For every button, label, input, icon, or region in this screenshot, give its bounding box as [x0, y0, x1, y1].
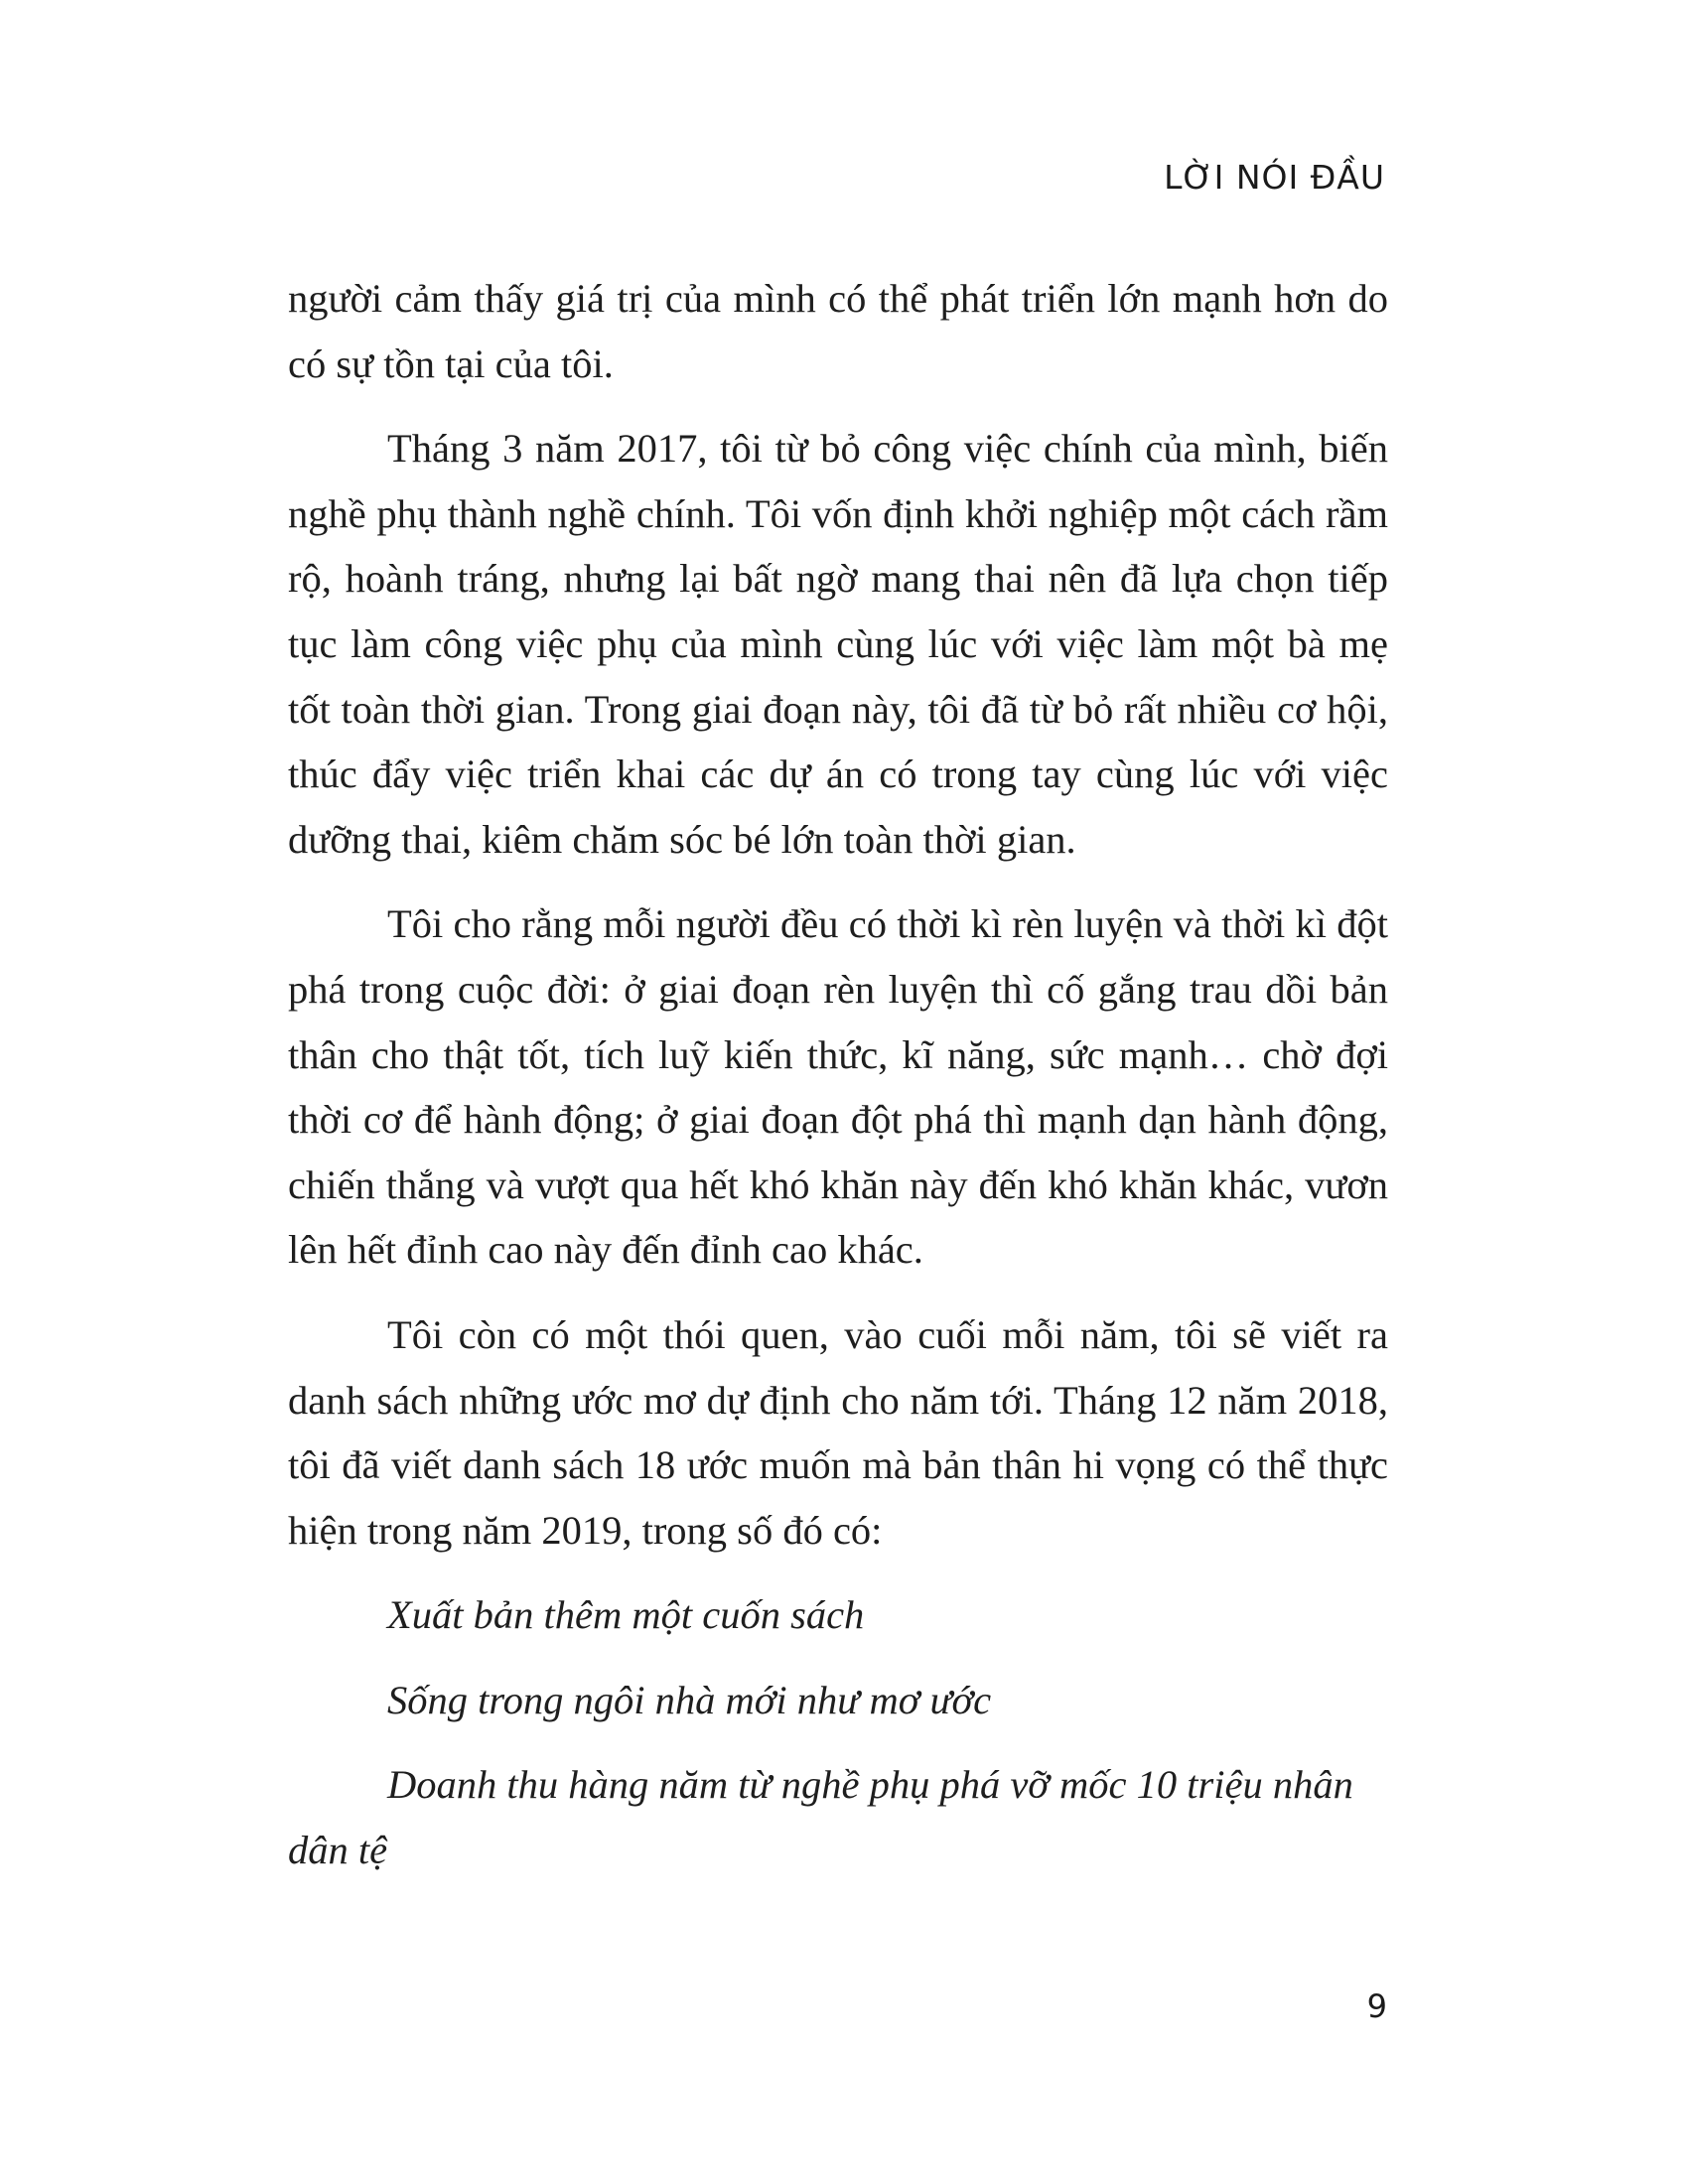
- page-number: 9: [1366, 1987, 1387, 2025]
- running-header-title: LỜI NÓI ĐẦU: [1164, 158, 1385, 197]
- paragraph: Tôi còn có một thói quen, vào cuối mỗi năm, tôi sẽ viết ra danh sách những ước mơ dự định cho năm tới. Tháng 12 năm 2018, tôi đã viết danh sách 18 ước muốn mà bản thân hi vọng có thể thực hiện trong năm 2019, trong số đó có:: [288, 1311, 1388, 1553]
- wish-item: Doanh thu hàng năm từ nghề phụ phá vỡ mốc 10 triệu nhân dân tệ: [288, 1762, 1353, 1873]
- wish-item: Xuất bản thêm một cuốn sách: [387, 1592, 865, 1638]
- body-text: [288, 266, 1388, 1903]
- paragraph: Tháng 3 năm 2017, tôi từ bỏ công việc chính của mình, biến nghề phụ thành nghề chính. Tôi vốn định khởi nghiệp một cách rầm rộ, hoành tráng, nhưng lại bất ngờ mang thai nên đã lựa chọn tiếp tục làm công việc phụ của mình cùng lúc với việc làm một bà mẹ tốt toàn thời gian. Trong giai đoạn này, tôi đã từ bỏ rất nhiều cơ hội, thúc đẩy việc triển khai các dự án có trong tay cùng lúc với việc dưỡng thai, kiêm chăm sóc bé lớn toàn thời gian.: [288, 426, 1388, 862]
- paragraph-continuation: người cảm thấy giá trị của mình có thể phát triển lớn mạnh hơn do có sự tồn tại của tôi.: [288, 276, 1388, 386]
- wish-item: Sống trong ngôi nhà mới như mơ ước: [387, 1677, 992, 1722]
- paragraph: Tôi cho rằng mỗi người đều có thời kì rèn luyện và thời kì đột phá trong cuộc đời: ở giai đoạn rèn luyện thì cố gắng trau dồi bản thân cho thật tốt, tích luỹ kiến thức, kĩ năng, sức mạnh… chờ đợi thời cơ để hành động; ở giai đoạn đột phá thì mạnh dạn hành động, chiến thắng và vượt qua hết khó khăn này đến khó khăn khác, vươn lên hết đỉnh cao này đến đỉnh cao khác.: [288, 901, 1388, 1273]
